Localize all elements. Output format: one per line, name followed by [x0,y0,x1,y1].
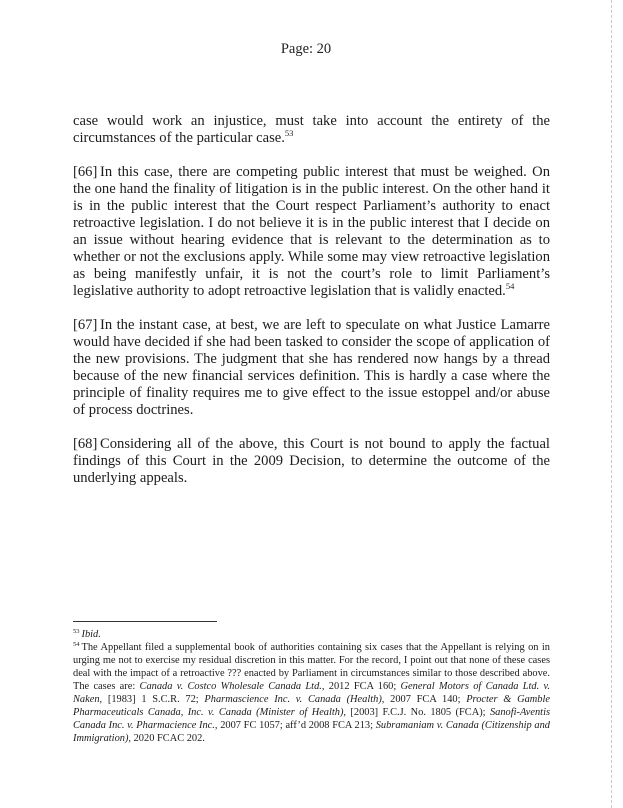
paragraph-text: In this case, there are competing public interest that must be weighed. On the one hand the finality of litigation is in the public interest. On the other hand it is in the public interest that the Court respect Parliament’s authority to enact retroactive legislation. I do not believe it is in the public interest that I decide on an issue without hearing evidence that is relevant to the determination as to whether or not the exclusions apply. While some may view retroactive legislation as being manifestly unfair, it is not the court’s role to limit Parliament’s legislative authority to adopt retroactive legislation that is validly enacted. [73,164,550,299]
case-citation: Canada v. Costco Wholesale Canada Ltd. [139,681,322,692]
footnote-segment: 2020 FCAC 202. [131,733,205,744]
case-citation: Pharmascience Inc. v. Canada (Health), [204,694,385,705]
page-number-header: Page: 20 [280,41,332,57]
footnote-number: 54 [73,640,80,648]
footnote-segment: , 2007 FC 1057; aff’d 2008 FCA 213; [214,720,376,731]
paragraph-66 [73,164,550,300]
footnote-segment: The Appellant filed a supplemental book of authorities containing six cases that the Appellant is relying on in urging me not to exercise my residual discretion in this matter. For the record, I point out that none of these cases deal with the impact of a retroactive ??? enacted by Parliament in circumstances similar to those described above. The cases are: [73,642,550,692]
page-edge-border [611,0,612,808]
case-citation: Sanofi-Aventis Canada Inc. v. Pharmacience Inc. [73,707,550,731]
footnote-separator [73,621,217,622]
footnote-segment: [1983] 1 S.C.R. 72; [102,694,205,705]
footnote-segment: , 2012 FCA 160; [321,681,401,692]
footnote-53 [73,628,550,641]
paragraph-68 [73,436,550,487]
paragraph-text: In the instant case, at best, we are left to speculate on what Justice Lamarre would have decided if she had been tasked to consider the scope of application of the new provisions. The judgment that she has rendered now hangs by a thread because of the new financial services definition. This is hardly a case where the principle of finality requires me to give effect to the issue estoppel and/or abuse of process doctrines. [73,317,550,418]
footnote-number: 53 [73,627,80,635]
paragraph-number: [66] [73,164,98,180]
case-citation: General Motors of Canada Ltd. v. Naken, [73,681,550,705]
paragraph-number: [67] [73,317,98,333]
paragraph-number: [68] [73,436,98,452]
footnote-citation: Ibid. [81,629,101,640]
footnote-segment: [2003] F.C.J. No. 1805 (FCA); [346,707,490,718]
case-citation: Subramaniam v. Canada (Citizenship and Immigration), [73,720,550,744]
footnote-text [82,629,101,640]
continuation-paragraph [73,113,550,147]
footnote-ref[interactable]: 54 [505,281,515,292]
body-text [73,113,550,504]
footnote-segment: 2007 FCA 140; [384,694,467,705]
footnote-54 [73,641,550,745]
paragraph-67 [73,317,550,419]
footnotes [73,628,550,745]
paragraph-text: case would work an injustice, must take into account the entirety of the circumstances of the particular case. [73,113,550,146]
paragraph-text: Considering all of the above, this Court is not bound to apply the factual findings of this Court in the 2009 Decision, to determine the outcome of the underlying appeals. [73,436,550,486]
footnote-text [73,642,550,744]
footnote-ref[interactable]: 53 [284,128,294,139]
case-citation: Procter & Gamble Pharmaceuticals Canada, Inc. v. Canada (Minister of Health), [73,694,550,718]
